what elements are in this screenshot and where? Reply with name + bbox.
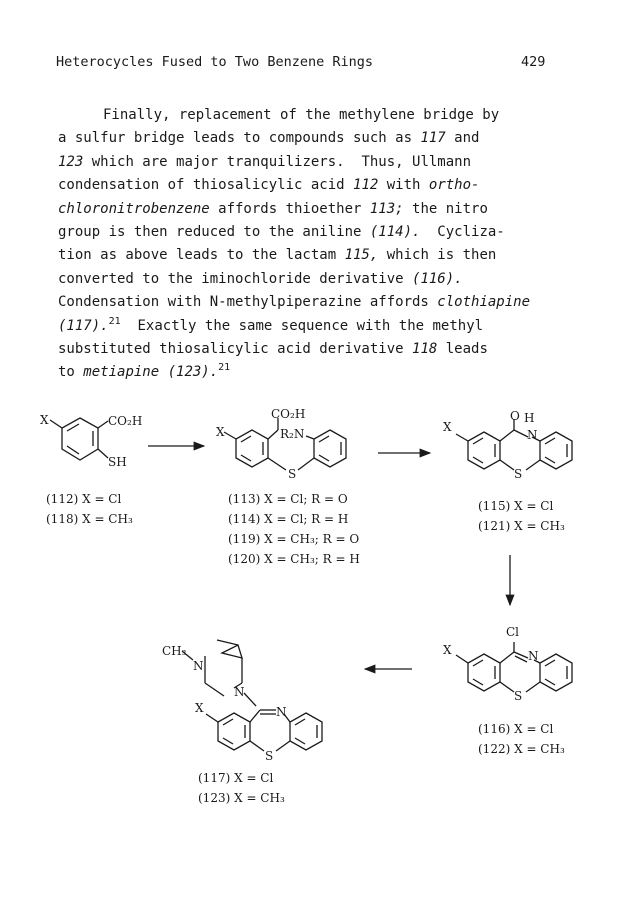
compound-label-116: (116) X = Cl [478,722,554,736]
nitrogen-atom: N [234,685,245,699]
sulfur-atom: S [514,689,523,703]
text-line [58,221,598,244]
italic-term: chloronitrobenzene [58,200,210,217]
sulfur-atom: S [265,749,274,763]
text-line [58,338,598,361]
drug-name: metiapine (123). [83,364,219,381]
text-run: leads [437,341,488,358]
compound-label-112: (112) X = Cl [46,492,122,506]
text-line [58,268,598,291]
substituent-carboxylic-acid: CO₂H [108,414,143,428]
compound-number: (116). [412,270,463,287]
substituent-x: X [443,420,452,434]
compound-number: 118 [412,341,438,358]
compound-label-115: (115) X = Cl [478,499,554,513]
drug-name: clothiapine [437,294,531,311]
compound-number: 115, [344,247,379,264]
text-run: and [445,130,480,147]
text-run: converted to the iminochloride derivative [58,270,413,287]
substituent-carboxylic-acid: CO₂H [271,407,306,421]
text-run: tion as above leads to the lactam [58,247,345,264]
text-run: which are major tranquilizers. Thus, Ullmann [83,153,472,170]
text-line [58,151,598,174]
text-line [58,315,598,338]
text-line [58,244,598,267]
structure-117-123 [162,640,322,805]
substituent-amine: R₂N [280,427,305,441]
amide-hydrogen: H [524,411,535,425]
running-header-title: Heterocycles Fused to Two Benzene Rings [56,54,373,70]
substituent-chlorine: Cl [506,625,520,639]
structure-112-118 [40,413,142,526]
compound-label-113: (113) X = Cl; R = O [228,492,348,506]
substituent-x: X [40,413,49,427]
structure-115-121 [443,409,572,533]
compound-label-120: (120) X = CH₃; R = H [228,552,360,566]
text-run: which is then [378,247,497,264]
compound-label-122: (122) X = CH₃ [478,742,565,756]
structure-116-122 [443,625,572,756]
nitrogen-atom: N [528,649,539,663]
compound-label-117: (117) X = Cl [198,771,274,785]
text-run: a sulfur bridge leads to compounds such as [58,130,421,147]
compound-number: (117). [58,317,109,334]
text-run: group is then reduced to the aniline [58,224,370,241]
text-line [58,104,598,127]
text-run: condensation of thiosalicylic acid [58,177,354,194]
substituent-methyl: CH₃ [162,644,187,658]
nitrogen-atom: N [527,428,538,442]
text-line [58,291,598,314]
text-line [58,127,598,150]
substituent-x: X [443,643,452,657]
italic-term: ortho- [428,177,480,194]
text-line [58,198,598,221]
reference-superscript: 21 [218,362,231,374]
compound-label-123: (123) X = CH₃ [198,791,285,805]
compound-label-119: (119) X = CH₃; R = O [228,532,360,546]
compound-number: (114). [369,224,421,241]
text-run: the nitro [403,200,488,217]
sulfur-atom: S [514,467,523,481]
text-run: substituted thiosalicylic acid derivative [58,341,413,358]
nitrogen-atom: N [193,659,204,673]
compound-label-121: (121) X = CH₃ [478,519,565,533]
substituent-thiol: SH [108,455,127,469]
compound-number: 117 [420,130,446,147]
text-run: Cycliza- [420,224,505,241]
text-run: Exactly the same sequence with the methyl [120,317,484,334]
text-run: Finally, replacement of the methylene bridge by [103,107,500,123]
page-number: 429 [521,54,546,70]
compound-label-114: (114) X = Cl; R = H [228,512,349,526]
text-run: with [378,177,429,194]
carbonyl-oxygen: O [510,409,520,423]
substituent-x: X [195,701,204,715]
body-paragraph [58,104,598,385]
compound-number: 112 [353,177,379,194]
text-run: Condensation with N-methylpiperazine affords [58,294,438,311]
substituent-x: X [216,425,225,439]
sulfur-atom: S [288,467,297,481]
text-line [58,361,598,384]
compound-label-118: (118) X = CH₃ [46,512,133,526]
text-run: to [58,364,84,381]
reference-superscript: 21 [108,315,121,327]
compound-number: 123 [58,153,84,170]
nitrogen-atom: N [276,705,287,719]
reaction-scheme [0,395,638,815]
structure-113-114-119-120 [216,407,360,566]
compound-number: 113; [369,200,404,217]
text-line [58,174,598,197]
text-run: affords thioether [209,200,370,217]
